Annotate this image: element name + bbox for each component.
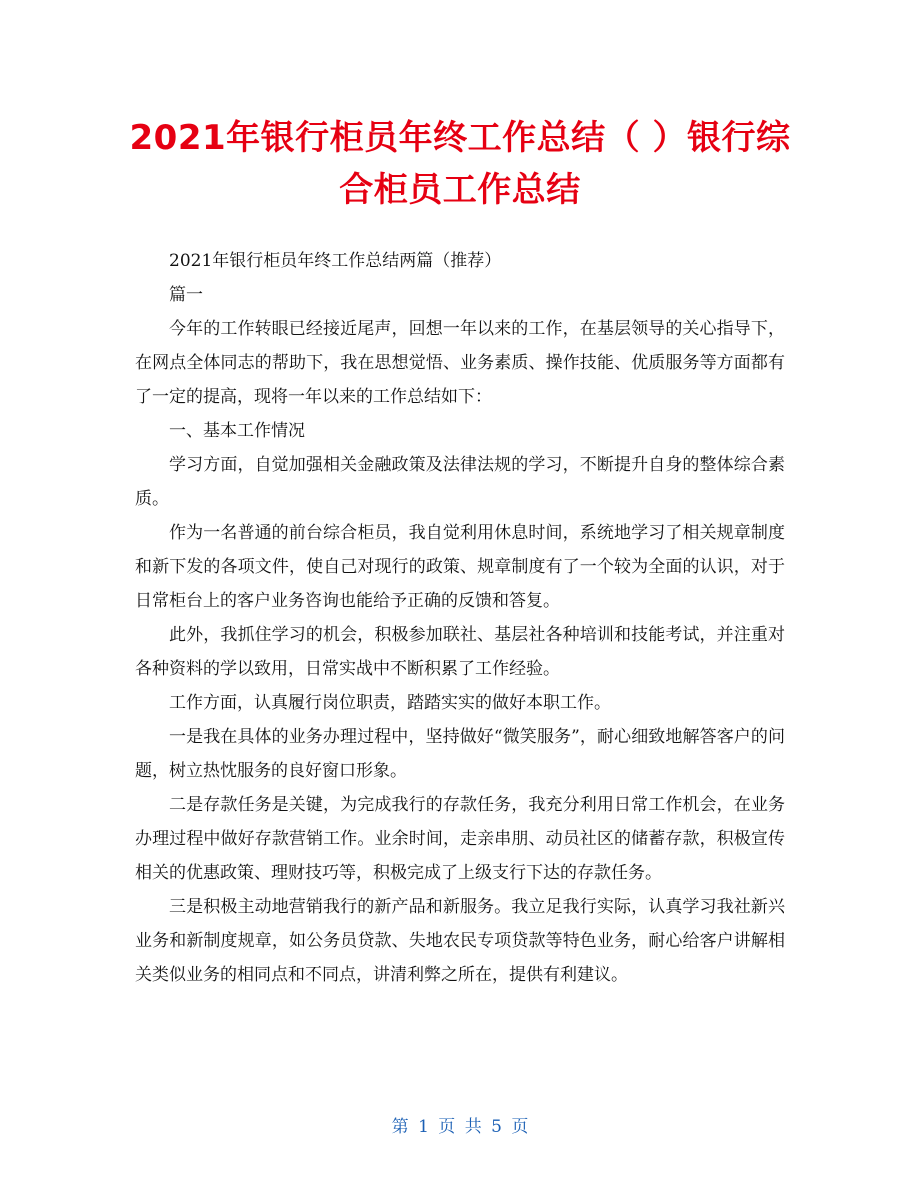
- paragraph-intro: 今年的工作转眼已经接近尾声，回想一年以来的工作，在基层领导的关心指导下，在网点全体同志的帮助下，我在思想觉悟、业务素质、操作技能、优质服务等方面都有了一定的提高，现将一年以来的工作总结如下：: [135, 319, 785, 407]
- page-number: 第 1 页 共 5 页: [391, 1117, 529, 1137]
- paragraph-teller-study: 作为一名普通的前台综合柜员，我自觉利用休息时间，系统地学习了相关规章制度和新下发的各项文件，使自己对现行的政策、规章制度有了一个较为全面的认识，对于日常柜台上的客户业务咨询也能给予正确的反馈和答复。: [135, 523, 785, 611]
- paragraph-point-two: 二是存款任务是关键，为完成我行的存款任务，我充分利用日常工作机会，在业务办理过程中做好存款营销工作。业余时间，走亲串朋、动员社区的储蓄存款，积极宣传相关的优惠政策、理财技巧等，积极完成了上级支行下达的存款任务。: [135, 795, 785, 883]
- document-body: [135, 244, 785, 992]
- paragraph-point-three: 三是积极主动地营销我行的新产品和新服务。我立足我行实际，认真学习我社新兴业务和新制度规章，如公务员贷款、失地农民专项贷款等特色业务，耐心给客户讲解相关类似业务的相同点和不同点，讲清利弊之所在，提供有利建议。: [135, 897, 785, 985]
- paragraph-point-one: 一是我在具体的业务办理过程中，坚持做好“微笑服务”，耐心细致地解答客户的问题，树立热忱服务的良好窗口形象。: [135, 727, 785, 781]
- paragraph-work: 工作方面，认真履行岗位职责，踏踏实实的做好本职工作。: [169, 693, 611, 713]
- paragraph-subtitle: 2021年银行柜员年终工作总结两篇（推荐）: [169, 251, 502, 271]
- paragraph-study: 学习方面，自觉加强相关金融政策及法律法规的学习，不断提升自身的整体综合素质。: [135, 455, 785, 509]
- paragraph-training: 此外，我抓住学习的机会，积极参加联社、基层社各种培训和技能考试，并注重对各种资料的学以致用，日常实战中不断积累了工作经验。: [135, 625, 785, 679]
- paragraph-heading-basic-work: 一、基本工作情况: [169, 421, 305, 441]
- document-title: 2021年银行柜员年终工作总结（ ）银行综合柜员工作总结: [129, 118, 791, 210]
- paragraph-section-label: 篇一: [169, 285, 203, 305]
